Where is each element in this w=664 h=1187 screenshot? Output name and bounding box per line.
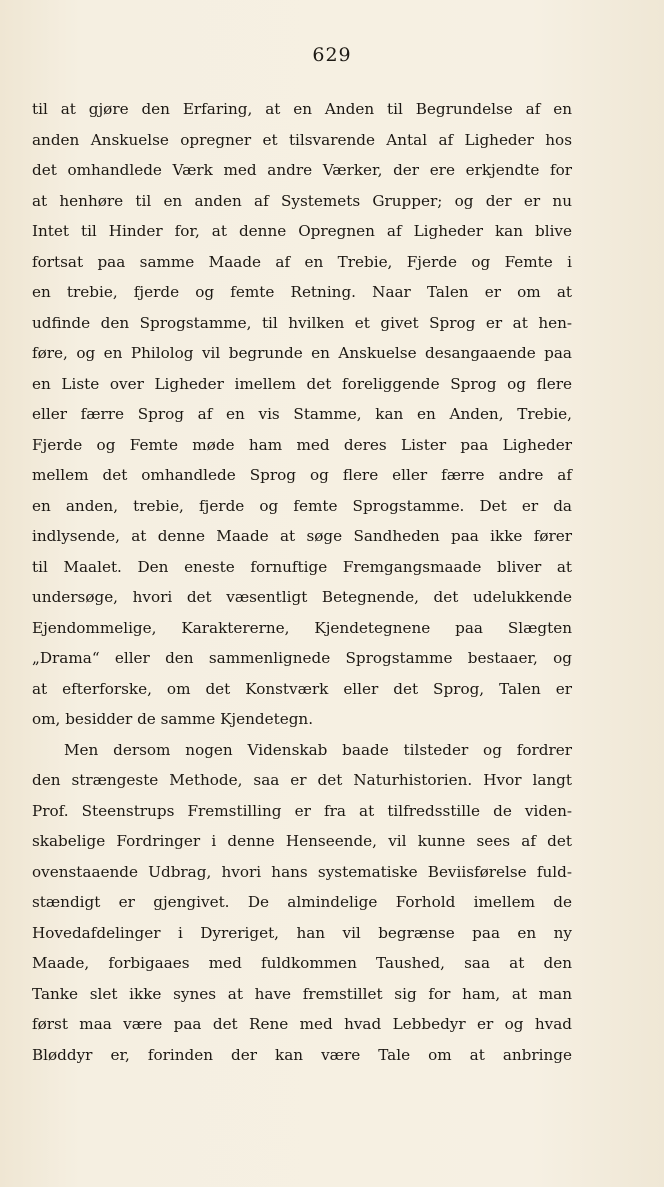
text-line: først maa være paa det Rene med hvad Lebbedyr er og hvad [32,1015,572,1033]
page-number: 629 [312,44,352,66]
text-line: stændigt er gjengivet. De almindelige Forhold imellem de [32,893,572,911]
text-line: føre, og en Philolog vil begrunde en Anskuelse desangaaende paa [32,344,572,362]
text-line: anden Anskuelse opregner et tilsvarende Antal af Ligheder hos [32,130,572,149]
text-line: udfinde den Sprogstamme, til hvilken et givet Sprog er at hen- [32,313,572,332]
text-line: fortsat paa samme Maade af en Trebie, Fjerde og Femte i [32,252,572,271]
text-line: Tanke slet ikke synes at have fremstillet sig for ham, at man [32,984,572,1003]
text-line: en Liste over Ligheder imellem det foreliggende Sprog og flere [32,374,572,393]
text-line: Ejendommelige, Karaktererne, Kjendetegnene paa Slægten [32,618,572,637]
text-line: skabelige Fordringer i denne Henseende, vil kunne sees af det [32,832,572,850]
text-line: den strængeste Methode, saa er det Naturhistorien. Hvor langt [32,771,572,789]
text-line: ovenstaaende Udbrag, hvori hans systematiske Beviisførelse fuld- [32,862,572,881]
text-line: at henhøre til en anden af Systemets Grupper; og der er nu [32,191,572,210]
text-line: Fjerde og Femte møde ham med deres Lister paa Ligheder [32,435,572,454]
text-line: til Maalet. Den eneste fornuftige Fremgangsmaade bliver at [32,557,572,576]
text-line: Hovedafdelinger i Dyreriget, han vil begrænse paa en ny [32,923,572,942]
text-line: en trebie, fjerde og femte Retning. Naar Talen er om at [32,283,572,301]
body-text [32,94,572,1070]
paragraph-end-line: om, besidder de samme Kjendetegn. [32,710,314,728]
text-line: en anden, trebie, fjerde og femte Sprogstamme. Det er da [32,496,572,515]
text-line: Intet til Hinder for, at denne Opregnen af Ligheder kan blive [32,222,572,240]
text-line: mellem det omhandlede Sprog og flere eller færre andre af [32,466,572,484]
text-line: undersøge, hvori det væsentligt Betegnende, det udelukkende [32,588,572,606]
text-line: til at gjøre den Erfaring, at en Anden til Begrundelse af en [32,100,572,118]
text-line: indlysende, at denne Maade at søge Sandheden paa ikke fører [32,527,572,545]
text-line: Bløddyr er, forinden der kan være Tale om at anbringe [32,1045,572,1064]
text-line: Prof. Steenstrups Fremstilling er fra at tilfredsstille de viden- [32,801,572,820]
text-line: at efterforske, om det Konstværk eller det Sprog, Talen er [32,679,572,698]
text-line: det omhandlede Værk med andre Værker, der ere erkjendte for [32,161,572,179]
text-line: Maade, forbigaaes med fuldkommen Taushed, saa at den [32,954,572,972]
text-line: eller færre Sprog af en vis Stamme, kan en Anden, Trebie, [32,405,572,423]
text-line: „Drama“ eller den sammenlignede Sprogstamme bestaaer, og [32,649,572,667]
paragraph-start-line: Men dersom nogen Videnskab baade tilsteder og fordrer [64,740,572,759]
